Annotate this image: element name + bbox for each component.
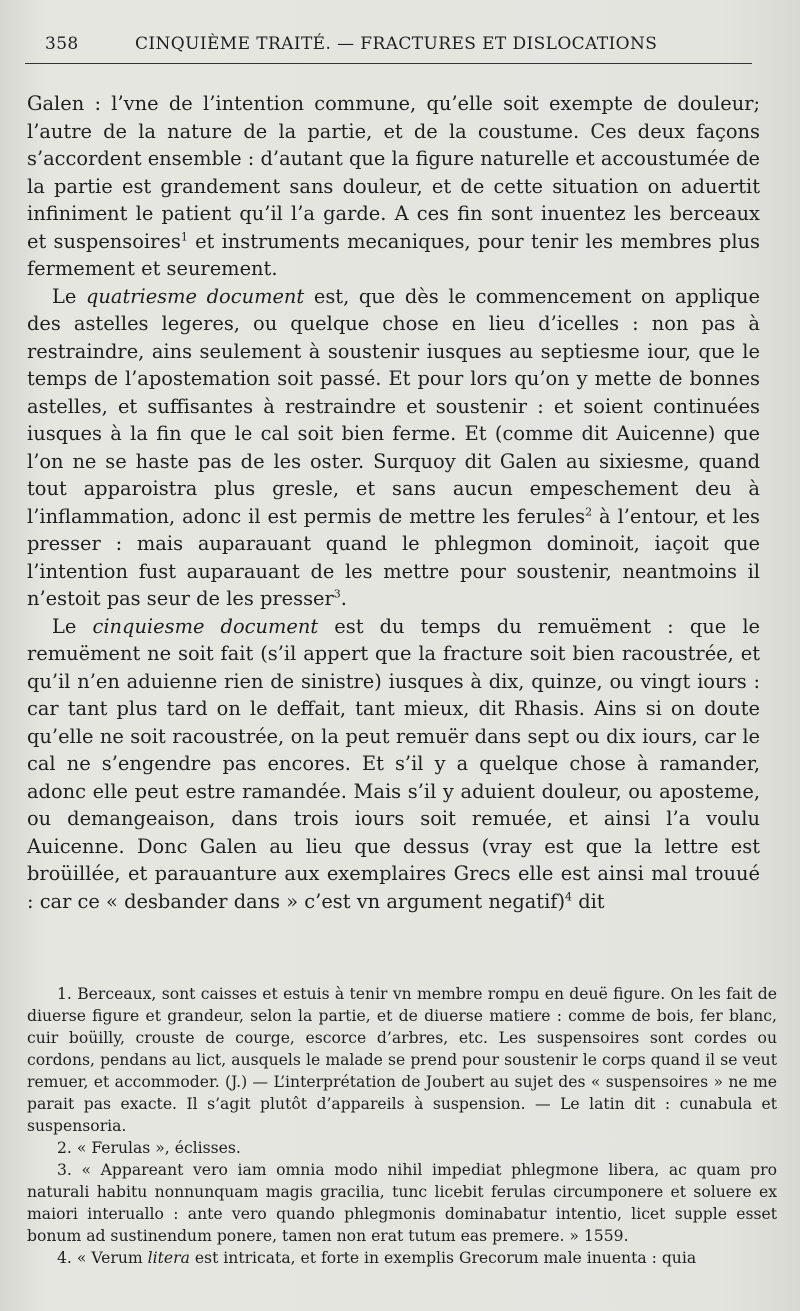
- footnote-ref-3: 3: [333, 587, 341, 601]
- footnote-4: [27, 1247, 777, 1269]
- footnote-3: 3. « Appareant vero iam omnia modo nihil impediat phlegmone libera, ac quam pro naturali habitu nonnunquam magis gracilia, tunc licebit ferulas circumponere et soluere ex maiori interuallo : ante vero quando phlegmonis dominabatur intentio, licet supple esset bonum ad sustinendum ponere, tamen non erat tutum eas premere. » 1559.: [27, 1161, 777, 1245]
- paragraph-2-italic: quatriesme document: [85, 284, 305, 308]
- paragraph-1-text-a: Galen : l’vne de l’intention commune, qu’elle soit exempte de douleur; l’autre de la nature de la partie, et de la coustume. Ces deux façons s’accordent ensemble : d’autant que la figure naturelle et accoustumée de la partie est grandement sans douleur, et de cette situation on aduertit infiniment le patient qu’il l’a garde. A ces fin sont inuentez les berceaux et suspensoires: [27, 92, 760, 253]
- footnote-2: 2. « Ferulas », éclisses.: [57, 1139, 241, 1157]
- footnote-4-text-a: 4. « Verum: [57, 1249, 148, 1267]
- footnote-ref-1: 1: [180, 230, 188, 244]
- paragraph-2: [27, 283, 760, 613]
- page-number: 358: [45, 34, 79, 54]
- footnote-ref-2: 2: [585, 505, 593, 519]
- paragraph-1-text-b: et instruments mecaniques, pour tenir les membres plus fermement et seurement.: [27, 229, 760, 280]
- paragraph-2-lead: Le: [52, 284, 86, 308]
- header-rule: [25, 63, 752, 64]
- footnote-ref-4: 4: [565, 890, 573, 904]
- footnote-4-italic: litera: [147, 1249, 190, 1267]
- paragraph-2-text-b: à l’entour, et les presser : mais auparauant quand le phlegmon dominoit, iaçoit que l’intention fust auparauant de les mettre pour soustenir, neantmoins il n’estoit pas seur de les presser: [27, 504, 760, 610]
- paragraph-2-text-c: .: [340, 587, 347, 610]
- paragraph-3-text-a: est du temps du remuëment : que le remuëment ne soit fait (s’il appert que la fracture soit bien racoustrée, et qu’il n’en aduienne rien de sinistre) iusques à dix, quinze, ou vingt iours : car tant plus tard on le deffait, tant mieux, dit Rhasis. Ains si on doute qu’elle ne soit racoustrée, on la peut remuër dans sept ou dix iours, car le cal ne s’engendre pas encores. Et s’il y a quelque chose à ramander, adonc elle peut estre ramandée. Mais s’il y aduient douleur, ou aposteme, ou demangeaison, dans trois iours soit remuée, et ainsi l’a voulu Auicenne. Donc Galen au lieu que dessus (vray est que la lettre est broüillée, et parauanture aux exemplaires Grecs elle est ainsi mal trouué : car ce « desbander dans » c’est vn argument negatif): [27, 614, 761, 913]
- paragraph-3-lead: Le: [52, 614, 93, 638]
- paragraph-1: [27, 90, 760, 283]
- main-text: [27, 90, 760, 915]
- footnote-4-text-b: est intricata, et forte in exemplis Grecorum male inuenta : quia: [189, 1249, 697, 1267]
- paragraph-3: [27, 613, 760, 916]
- page-header: [25, 30, 752, 58]
- footnotes: [27, 983, 777, 1269]
- paragraph-3-text-b: dit: [572, 889, 605, 913]
- paragraph-3-italic: cinquiesme document: [92, 614, 319, 638]
- paragraph-2-text-a: est, que dès le commencement on applique des astelles legeres, ou quelque chose en lieu d’icelles : non pas à restraindre, ains seulement à soustenir iusques au septiesme iour, que le temps de l’apostemation soit passé. Et pour lors qu’on y mette de bonnes astelles, et suffisantes à restraindre et soustenir : et soient continuées iusques à la fin que le cal soit bien ferme. Et (comme dit Auicenne) que l’on ne se haste pas de les oster. Surquoy dit Galen au sixiesme, quand tout apparoistra plus gresle, et sans aucun empeschement deu à l’inflammation, adonc il est permis de mettre les ferules: [27, 284, 760, 528]
- running-head: CINQUIÈME TRAITÉ. — FRACTURES ET DISLOCATIONS: [135, 34, 658, 54]
- footnote-1: 1. Berceaux, sont caisses et estuis à tenir vn membre rompu en deuë figure. On les fait de diuerse figure et grandeur, selon la partie, et de diuerse matiere : comme de bois, fer blanc, cuir boüilly, crouste de courge, escorce d’arbres, etc. Les suspensoires sont cordes ou cordons, pendans au lict, ausquels le malade se prend pour soustenir le corps quand il se veut remuer, et accommoder. (J.) — L’interprétation de Joubert au sujet des « suspensoires » ne me parait pas exacte. Il s’agit plutôt d’appareils à suspension. — Le latin dit : cunabula et suspensoria.: [27, 985, 777, 1135]
